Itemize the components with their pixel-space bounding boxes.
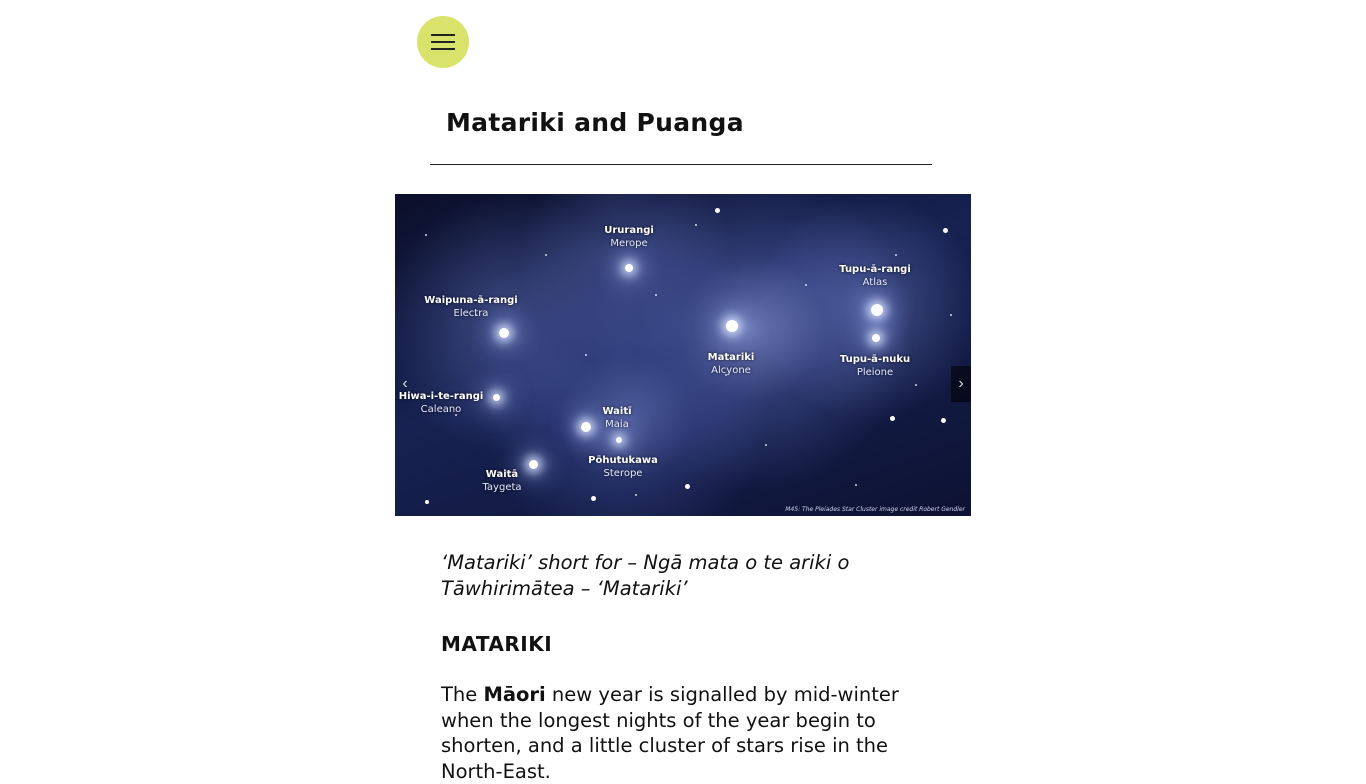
background-star (943, 228, 948, 233)
star-taygeta (529, 460, 538, 469)
title-divider (430, 164, 932, 165)
star-atlas (871, 304, 883, 316)
star-pleione (872, 334, 880, 342)
background-star (950, 314, 952, 316)
body-text-bold: Māori (483, 683, 546, 706)
background-star (655, 294, 657, 296)
background-star (425, 234, 427, 236)
star-sterope (616, 437, 622, 443)
carousel-next-button[interactable] (951, 366, 971, 402)
star-electra (499, 328, 509, 338)
star-caleano (493, 394, 500, 401)
background-star (425, 500, 429, 504)
image-carousel[interactable] (395, 194, 971, 516)
body-text-rest: new year is signalled by mid-winter when the longest nights of the year begin to shorten, and a little cluster of stars rise in the North-East. (441, 683, 899, 783)
background-star (765, 444, 767, 446)
menu-button[interactable] (417, 16, 469, 68)
background-star (695, 224, 697, 226)
background-star (915, 384, 917, 386)
star-label-electra: Waipuna-ā-rangi Electra (424, 295, 518, 319)
background-star (685, 484, 690, 489)
body-paragraph (441, 682, 931, 784)
background-star (895, 254, 897, 256)
section-heading: MATARIKI (441, 632, 553, 656)
star-maia (581, 422, 591, 432)
background-star (941, 418, 946, 423)
body-text-start: The (441, 683, 484, 706)
background-star (805, 284, 807, 286)
star-alcyone (726, 320, 738, 332)
background-star (855, 484, 857, 486)
carousel-prev-button[interactable] (395, 366, 415, 402)
page-title: Matariki and Puanga (446, 108, 744, 137)
star-label-alcyone: Matariki Alcyone (707, 352, 755, 376)
star-label-caleano: Hiwa-i-te-rangi Caleano (398, 391, 484, 415)
star-merope (625, 264, 633, 272)
chevron-right-icon: › (958, 375, 964, 392)
name-meaning-subtitle: ‘Matariki’ short for – Ngā mata o te ariki o Tāwhirimātea – ‘Matariki’ (441, 551, 850, 600)
star-label-maia: Waitī Maia (602, 406, 632, 430)
star-label-atlas: Tupu-ā-rangi Atlas (839, 264, 911, 288)
background-star (635, 494, 637, 496)
background-star (545, 254, 547, 256)
star-label-pleione: Tupu-ā-nuku Pleione (839, 354, 911, 378)
background-star (890, 416, 895, 421)
star-label-taygeta: Waitā Taygeta (482, 469, 522, 493)
background-star (591, 496, 596, 501)
chevron-left-icon: ‹ (402, 375, 408, 392)
hamburger-icon (431, 33, 455, 51)
star-label-sterope: Pōhutukawa Sterope (588, 455, 658, 479)
background-star (715, 208, 720, 213)
image-credit: M45: The Pleiades Star Cluster image credit Robert Gendler (785, 506, 965, 513)
star-label-merope: Ururangi Merope (604, 225, 654, 249)
background-star (585, 354, 587, 356)
